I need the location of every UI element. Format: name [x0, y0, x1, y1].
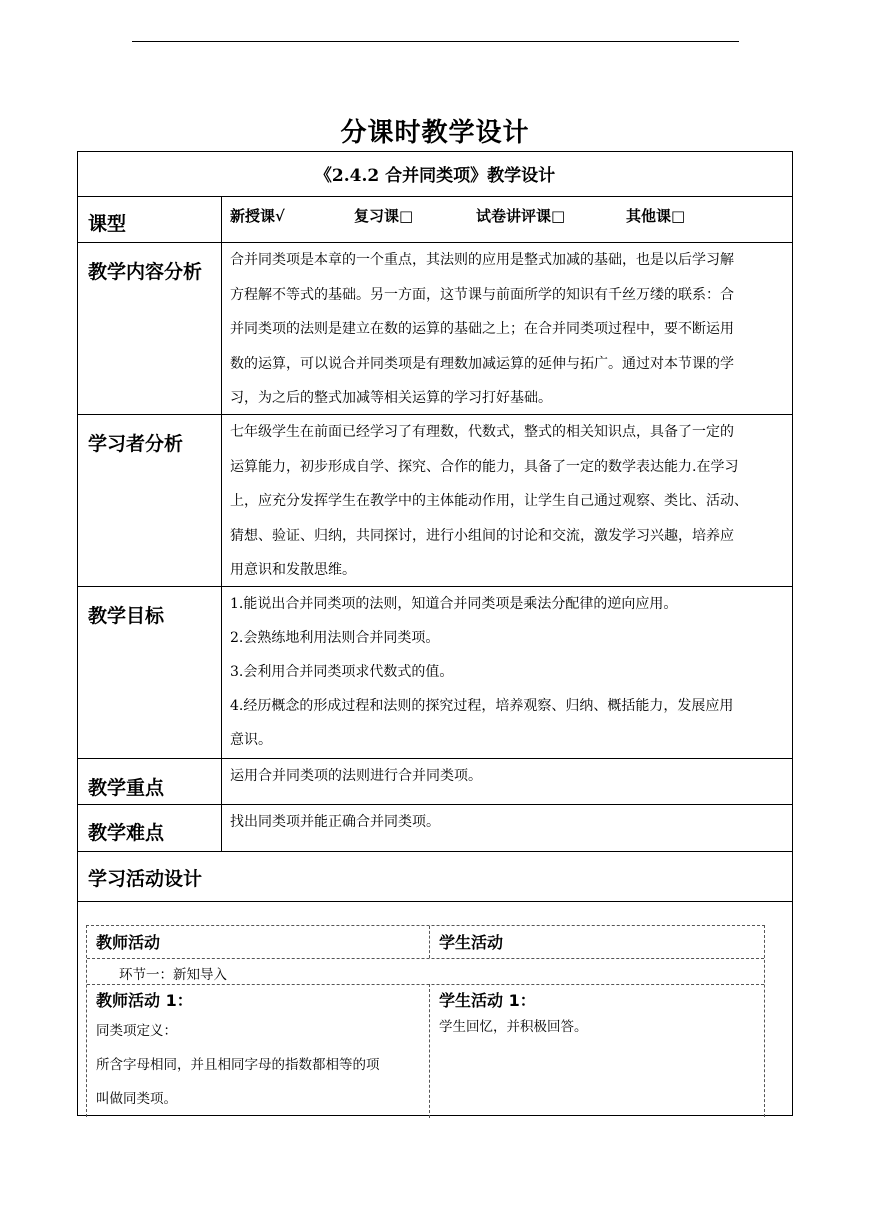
text-line: 上，应充分发挥学生在教学中的主体能动作用，让学生自己通过观察、类比、活动、	[230, 493, 748, 509]
dashed-divider	[429, 926, 430, 958]
key-point-label: 教学重点	[88, 777, 165, 799]
content-analysis-text	[230, 243, 782, 416]
column-divider	[221, 243, 222, 414]
activity-design-label: 学习活动设计	[88, 868, 203, 890]
goal-item: 4.经历概念的形成过程和法则的探究过程，培养观察、归纳、概括能力，发展应用	[230, 698, 734, 714]
doc-title: 《2.4.2 合并同类项》教学设计	[314, 166, 556, 186]
section-label: 环节一：新知导入	[119, 967, 227, 983]
goal-item: 意识。	[230, 732, 272, 748]
student-activity-header: 学生活动	[439, 933, 504, 952]
goals-text	[230, 587, 782, 757]
teacher-activity-line: 叫做同类项。	[96, 1091, 177, 1107]
dashed-divider	[429, 984, 430, 1118]
text-line: 并同类项的法则是建立在数的运算的基础之上；在合并同类项过程中，要不断运用	[230, 321, 734, 337]
student-activity-title: 学生活动 1：	[439, 991, 536, 1010]
learner-analysis-text	[230, 415, 782, 588]
goal-item: 1.能说出合并同类项的法则，知道合并同类项是乘法分配律的逆向应用。	[230, 596, 678, 612]
lesson-type-option: 其他课□	[626, 207, 686, 225]
page-title: 分课时教学设计	[340, 118, 530, 148]
doc-title-row	[78, 152, 792, 197]
column-divider	[221, 587, 222, 758]
text-line: 运算能力，初步形成自学、探究、合作的能力，具备了一定的数学表达能力.在学习	[230, 458, 739, 475]
header-rule	[132, 41, 739, 42]
content-analysis-row	[78, 243, 792, 415]
goals-label: 教学目标	[88, 605, 165, 627]
text-line: 方程解不等式的基础。另一方面，这节课与前面所学的知识有千丝万缕的联系：合	[230, 286, 734, 303]
text-line: 习，为之后的整式加减等相关运算的学习打好基础。	[230, 390, 552, 406]
text-line: 猜想、验证、归纳，共同探讨，进行小组间的讨论和交流，激发学习兴趣，培养应	[230, 527, 734, 544]
key-point-row	[78, 759, 792, 805]
text-line: 用意识和发散思维。	[230, 562, 356, 578]
key-point-text: 运用合并同类项的法则进行合并同类项。	[230, 768, 482, 784]
lesson-plan-table	[77, 151, 793, 1116]
goals-row	[78, 587, 792, 759]
lesson-type-option: 新授课√	[230, 207, 285, 225]
column-divider	[221, 197, 222, 242]
lesson-type-option: 复习课□	[354, 207, 414, 225]
text-line: 合并同类项是本章的一个重点，其法则的应用是整式加减的基础，也是以后学习解	[230, 252, 734, 268]
lesson-type-option: 试卷讲评课□	[476, 207, 566, 225]
learner-analysis-label: 学习者分析	[88, 433, 184, 455]
lesson-type-label: 课型	[88, 213, 127, 235]
teacher-activity-header: 教师活动	[96, 933, 161, 952]
goal-item: 2.会熟练地利用法则合并同类项。	[230, 630, 440, 646]
activity-design-row	[78, 852, 792, 902]
text-line: 七年级学生在前面已经学习了有理数，代数式，整式的相关知识点，具备了一定的	[230, 424, 734, 440]
learner-analysis-row	[78, 415, 792, 587]
difficulty-text: 找出同类项并能正确合并同类项。	[230, 814, 440, 830]
teacher-activity-title: 教师活动 1：	[96, 991, 193, 1010]
column-divider	[221, 759, 222, 804]
teacher-activity-line: 同类项定义：	[96, 1023, 177, 1039]
student-activity-text: 学生回忆，并积极回答。	[439, 1019, 588, 1035]
text-line: 数的运算，可以说合并同类项是有理数加减运算的延伸与拓广。通过对本节课的学	[230, 355, 734, 372]
activity-table	[86, 925, 765, 1117]
content-analysis-label: 教学内容分析	[88, 261, 203, 283]
column-divider	[221, 805, 222, 851]
dashed-rule	[87, 984, 764, 985]
goal-item: 3.会利用合并同类项求代数式的值。	[230, 664, 454, 680]
lesson-type-row	[78, 197, 792, 243]
column-divider	[221, 415, 222, 586]
difficulty-row	[78, 805, 792, 852]
dashed-rule	[87, 958, 764, 959]
difficulty-label: 教学难点	[88, 822, 165, 844]
teacher-activity-line: 所含字母相同，并且相同字母的指数都相等的项	[96, 1057, 380, 1073]
